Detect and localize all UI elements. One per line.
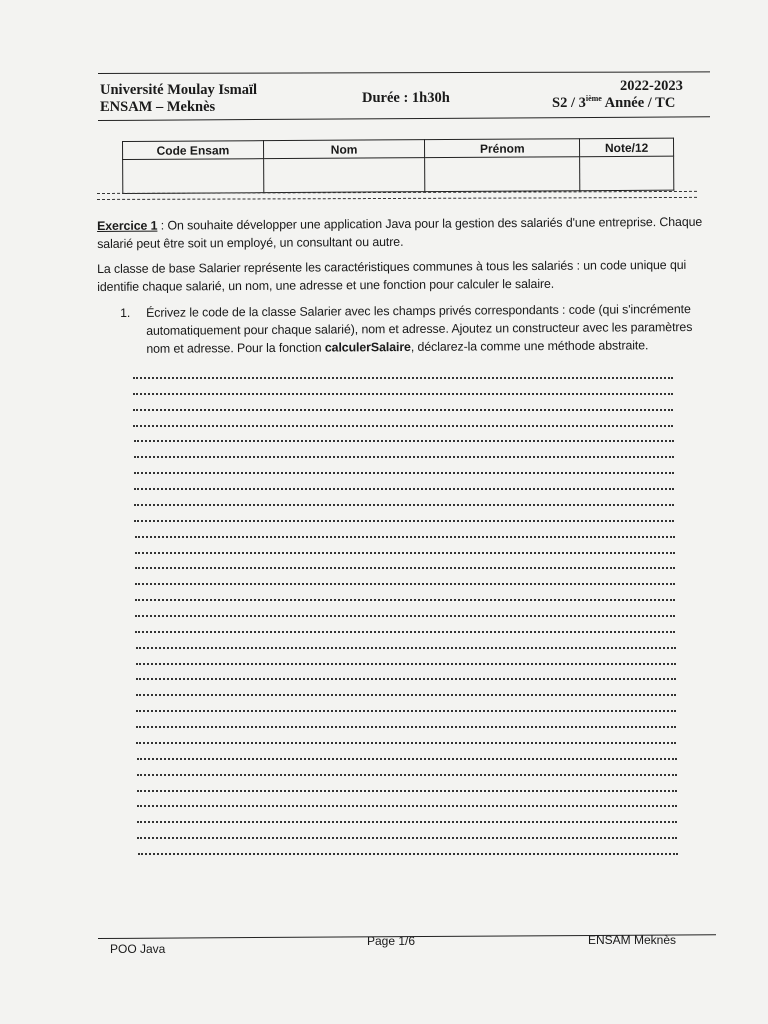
col-header-prenom: Prénom — [425, 139, 580, 158]
answer-line[interactable] — [136, 678, 676, 680]
footer-school: ENSAM Meknès — [588, 933, 677, 947]
exercise-intro: Exercice 1 : On souhaite développer une application Java pour la gestion des salariés d'une entreprise. Chaque salarié peut être soit un employé, un consultant ou autre. — [97, 214, 703, 251]
answer-line[interactable] — [137, 790, 677, 792]
answer-line[interactable] — [137, 758, 677, 760]
answer-line[interactable] — [136, 726, 676, 728]
answer-line[interactable] — [133, 425, 673, 427]
note-field[interactable] — [580, 156, 674, 191]
answer-line[interactable] — [135, 567, 675, 569]
col-header-code: Code Ensam — [123, 141, 264, 160]
answer-line[interactable] — [136, 694, 676, 696]
code-ensam-field[interactable] — [123, 159, 264, 194]
prenom-field[interactable] — [425, 157, 580, 192]
question-number: 1. — [120, 305, 131, 320]
header-top-rule — [98, 71, 710, 74]
answer-line[interactable] — [136, 647, 676, 649]
footer-course: POO Java — [110, 942, 166, 956]
answer-line[interactable] — [133, 377, 673, 379]
answer-line[interactable] — [136, 742, 676, 744]
university-name: Université Moulay Ismaïl — [100, 82, 258, 98]
answer-line[interactable] — [135, 615, 675, 617]
answer-line[interactable] — [137, 774, 677, 776]
answer-line[interactable] — [135, 536, 675, 538]
answer-line[interactable] — [134, 440, 674, 442]
answer-line[interactable] — [133, 409, 673, 411]
answer-line[interactable] — [137, 805, 677, 807]
answer-line[interactable] — [136, 663, 676, 665]
answer-line[interactable] — [134, 472, 674, 474]
school-name: ENSAM – Meknès — [100, 99, 216, 115]
academic-year: 2022-2023 — [620, 78, 683, 94]
answer-line[interactable] — [135, 552, 675, 554]
col-header-note: Note/12 — [580, 138, 674, 157]
answer-line[interactable] — [137, 837, 677, 839]
answer-line[interactable] — [134, 504, 674, 506]
nom-field[interactable] — [263, 158, 425, 193]
answer-line[interactable] — [134, 488, 674, 490]
exam-duration: Durée : 1h30h — [362, 90, 450, 106]
question-1: 1. Écrivez le code de la classe Salarier avec les champs privés correspondants : code (qui s'incrémente automatiquement pour chaque salarié), nom et adresse. Ajoutez un constructeur avec les paramètres nom et adresse. Pour la fonction calculerSalaire, déclarez-la comme une méthode abstraite. — [120, 302, 693, 356]
answer-line[interactable] — [135, 599, 675, 601]
exercise-paragraph: La classe de base Salarier représente les caractéristiques communes à tous les salariés : un code unique qui identifie chaque salarié, un nom, une adresse et une fonction pour calculer le salaire. — [97, 257, 687, 294]
answer-line[interactable] — [136, 710, 676, 712]
answer-line[interactable] — [135, 631, 675, 633]
separator-line — [97, 191, 697, 200]
footer-page-number: Page 1/6 — [367, 934, 416, 948]
answer-line[interactable] — [134, 520, 674, 522]
answer-line[interactable] — [137, 821, 677, 823]
col-header-nom: Nom — [263, 140, 425, 159]
header-bottom-rule — [98, 116, 710, 121]
class-level: S2 / 3ième Année / TC — [552, 94, 676, 111]
exercise-title: Exercice 1 — [97, 218, 158, 233]
answer-line[interactable] — [134, 456, 674, 458]
student-info-table — [122, 138, 674, 193]
answer-line[interactable] — [135, 583, 675, 585]
answer-line[interactable] — [138, 853, 678, 855]
answer-line[interactable] — [133, 393, 673, 395]
